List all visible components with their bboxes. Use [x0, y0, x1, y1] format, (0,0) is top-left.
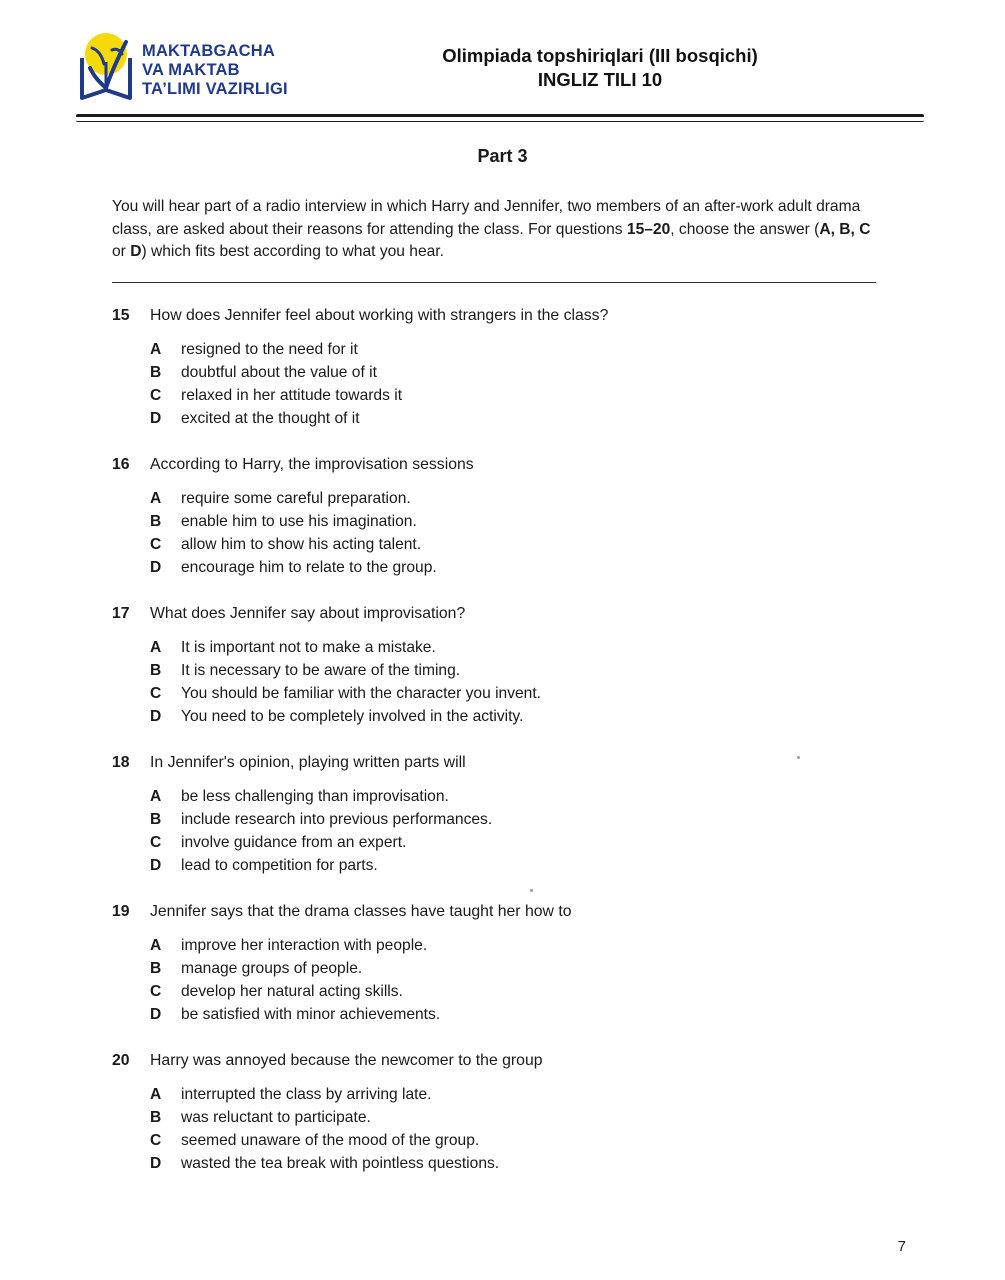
option-a: [150, 338, 912, 361]
option-d: [150, 407, 912, 430]
option-text: improve her interaction with people.: [181, 936, 428, 954]
option-text: enable him to use his imagination.: [181, 512, 417, 530]
instructions-letters: A, B, C: [819, 220, 871, 238]
question-number: 17: [112, 605, 130, 622]
instructions-or: or: [112, 243, 131, 260]
option-letter: D: [150, 1005, 162, 1023]
option-letter: C: [150, 535, 162, 553]
question-19: [112, 900, 912, 1049]
question-number: 15: [112, 307, 130, 324]
option-text: include research into previous performances.: [181, 810, 493, 828]
option-letter: B: [150, 661, 162, 679]
option-text: You need to be completely involved in the activity.: [181, 707, 524, 725]
option-c: [150, 831, 912, 854]
option-c: [150, 384, 912, 407]
instructions-text-3: ) which fits best according to what you hear.: [141, 243, 444, 260]
option-d: [150, 854, 912, 877]
option-text: excited at the thought of it: [181, 409, 360, 427]
option-letter: D: [150, 856, 162, 874]
scan-speck: [530, 889, 533, 892]
option-a: [150, 1083, 912, 1106]
option-a: [150, 487, 912, 510]
question-number: 19: [112, 903, 130, 920]
option-text: be satisfied with minor achievements.: [181, 1005, 441, 1023]
option-letter: C: [150, 1131, 162, 1149]
option-text: require some careful preparation.: [181, 489, 411, 507]
question-number: 18: [112, 754, 130, 771]
option-text: resigned to the need for it: [181, 340, 358, 358]
option-letter: C: [150, 982, 162, 1000]
option-d: [150, 556, 912, 579]
scan-speck: [797, 756, 800, 759]
instructions-range: 15–20: [626, 220, 671, 238]
ministry-name-line-2: VA MAKTAB: [142, 61, 240, 79]
option-a: [150, 636, 912, 659]
question-18: [112, 751, 912, 900]
header-divider: [76, 114, 924, 122]
question-text: What does Jennifer say about improvisation?: [150, 605, 466, 622]
option-letter: D: [150, 1154, 162, 1172]
option-c: [150, 682, 912, 705]
document-title-line-1: Olimpiada topshiriqlari (III bosqichi): [442, 45, 758, 66]
option-text: It is important not to make a mistake.: [181, 638, 436, 656]
option-text: You should be familiar with the character you invent.: [181, 684, 542, 702]
option-letter: A: [150, 489, 162, 507]
option-letter: C: [150, 833, 162, 851]
option-text: allow him to show his acting talent.: [181, 535, 422, 553]
option-text: lead to competition for parts.: [181, 856, 378, 874]
option-letter: B: [150, 363, 162, 381]
question-15: [112, 304, 912, 453]
option-b: [150, 361, 912, 384]
document-title-line-2: INGLIZ TILI 10: [537, 69, 663, 90]
document-title: [400, 44, 800, 92]
option-b: [150, 510, 912, 533]
question-text: How does Jennifer feel about working with strangers in the class?: [150, 307, 609, 324]
option-letter: A: [150, 936, 162, 954]
option-text: manage groups of people.: [181, 959, 363, 977]
option-text: involve guidance from an expert.: [181, 833, 407, 851]
option-letter: B: [150, 512, 162, 530]
ministry-logo-icon: [76, 28, 136, 106]
option-letter: C: [150, 386, 162, 404]
option-text: encourage him to relate to the group.: [181, 558, 437, 576]
option-letter: A: [150, 1085, 162, 1103]
question-text: In Jennifer's opinion, playing written parts will: [150, 754, 466, 771]
option-letter: C: [150, 684, 162, 702]
option-d: [150, 1152, 912, 1175]
instructions-last-letter: D: [130, 243, 142, 260]
question-list: [112, 304, 912, 1198]
option-text: wasted the tea break with pointless questions.: [181, 1154, 500, 1172]
ministry-name-line-3: TA’LIMI VAZIRLIGI: [142, 80, 288, 98]
option-c: [150, 1129, 912, 1152]
option-b: [150, 1106, 912, 1129]
option-letter: B: [150, 810, 162, 828]
option-b: [150, 659, 912, 682]
instructions-text-2: , choose the answer (: [670, 220, 820, 238]
page-number: 7: [897, 1238, 906, 1255]
question-text: According to Harry, the improvisation sessions: [150, 456, 474, 473]
option-text: It is necessary to be aware of the timing.: [181, 661, 461, 679]
option-letter: B: [150, 959, 162, 977]
option-text: seemed unaware of the mood of the group.: [181, 1131, 480, 1149]
option-c: [150, 533, 912, 556]
question-number: 16: [112, 456, 130, 473]
option-letter: A: [150, 340, 162, 358]
option-text: interrupted the class by arriving late.: [181, 1085, 432, 1103]
page-header: [0, 0, 1005, 120]
option-letter: A: [150, 638, 162, 656]
option-letter: D: [150, 707, 162, 725]
part-title: Part 3: [477, 146, 528, 166]
instructions-paragraph: [112, 196, 880, 264]
instructions-divider: [112, 282, 876, 283]
question-16: [112, 453, 912, 602]
question-20: [112, 1049, 912, 1198]
instructions-text-1: You will hear part of a radio interview in which Harry and Jennifer, two members of an after-work adult drama class, are asked about their reasons for attending the class. For questions: [112, 198, 861, 238]
option-text: doubtful about the value of it: [181, 363, 377, 381]
option-a: [150, 785, 912, 808]
option-text: was reluctant to participate.: [181, 1108, 371, 1126]
option-b: [150, 957, 912, 980]
option-c: [150, 980, 912, 1003]
question-17: [112, 602, 912, 751]
option-text: be less challenging than improvisation.: [181, 787, 449, 805]
option-letter: D: [150, 409, 162, 427]
option-letter: A: [150, 787, 162, 805]
question-text: Jennifer says that the drama classes have taught her how to: [150, 903, 572, 920]
option-letter: D: [150, 558, 162, 576]
ministry-name: [142, 42, 288, 99]
option-d: [150, 1003, 912, 1026]
ministry-name-line-1: MAKTABGACHA: [142, 42, 275, 60]
option-a: [150, 934, 912, 957]
option-letter: B: [150, 1108, 162, 1126]
option-b: [150, 808, 912, 831]
option-text: develop her natural acting skills.: [181, 982, 403, 1000]
option-d: [150, 705, 912, 728]
question-number: 20: [112, 1052, 130, 1069]
option-text: relaxed in her attitude towards it: [181, 386, 403, 404]
question-text: Harry was annoyed because the newcomer to the group: [150, 1052, 543, 1069]
